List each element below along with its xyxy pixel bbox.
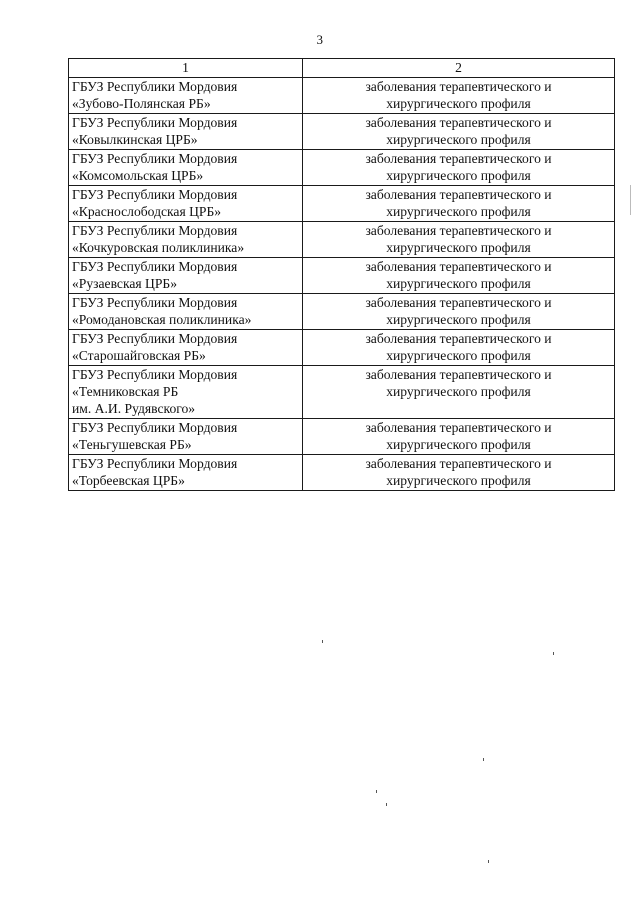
organization-line: ГБУЗ Республики Мордовия: [72, 456, 238, 471]
scan-speck: [488, 860, 489, 863]
table-row: [69, 186, 615, 222]
table-row: [69, 222, 615, 258]
organization-line: ГБУЗ Республики Мордовия: [72, 187, 238, 202]
organization-line: «Кочкуровская поликлиника»: [72, 240, 245, 255]
organization-line: ГБУЗ Республики Мордовия: [72, 259, 238, 274]
profile-cell: [303, 455, 615, 491]
table-row: [69, 78, 615, 114]
profile-line: заболевания терапевтического и: [365, 115, 552, 130]
profile-cell: [303, 330, 615, 366]
organization-line: ГБУЗ Республики Мордовия: [72, 367, 238, 382]
facilities-table: [68, 58, 615, 491]
profile-cell: [303, 114, 615, 150]
profile-cell: [303, 186, 615, 222]
organization-cell: [69, 366, 303, 419]
table-row: [69, 150, 615, 186]
profile-cell: [303, 294, 615, 330]
profile-line: заболевания терапевтического и: [365, 456, 552, 471]
table-row: [69, 419, 615, 455]
scan-speck: [483, 758, 484, 761]
organization-cell: [69, 330, 303, 366]
organization-cell: [69, 78, 303, 114]
organization-cell: [69, 114, 303, 150]
table-row: [69, 114, 615, 150]
organization-line: ГБУЗ Республики Мордовия: [72, 115, 238, 130]
table-row: [69, 455, 615, 491]
organization-line: «Старошайговская РБ»: [72, 348, 206, 363]
organization-line: «Рузаевская ЦРБ»: [72, 276, 178, 291]
table-row: [69, 366, 615, 419]
table-row: [69, 330, 615, 366]
profile-line: заболевания терапевтического и: [365, 187, 552, 202]
organization-line: «Теньгушевская РБ»: [72, 437, 192, 452]
organization-line: «Комсомольская ЦРБ»: [72, 168, 204, 183]
profile-line: заболевания терапевтического и: [365, 295, 552, 310]
profile-cell: [303, 78, 615, 114]
profile-cell: [303, 258, 615, 294]
profile-line: заболевания терапевтического и: [365, 331, 552, 346]
organization-line: им. А.И. Рудявского»: [72, 401, 196, 416]
organization-cell: [69, 419, 303, 455]
organization-line: «Торбеевская ЦРБ»: [72, 473, 185, 488]
organization-line: «Темниковская РБ: [72, 384, 179, 399]
scan-speck: [376, 790, 377, 793]
scan-speck: [553, 652, 554, 655]
table-row: [69, 258, 615, 294]
column-header-1: 1: [69, 59, 303, 78]
organization-line: ГБУЗ Республики Мордовия: [72, 151, 238, 166]
profile-cell: [303, 366, 615, 419]
profile-line: хирургического профиля: [386, 312, 531, 327]
table-header: [69, 59, 615, 78]
profile-cell: [303, 150, 615, 186]
profile-line: заболевания терапевтического и: [365, 151, 552, 166]
profile-line: заболевания терапевтического и: [365, 223, 552, 238]
profile-line: хирургического профиля: [386, 132, 531, 147]
organization-line: ГБУЗ Республики Мордовия: [72, 295, 238, 310]
organization-line: «Зубово-Полянская РБ»: [72, 96, 211, 111]
table-row: [69, 294, 615, 330]
scan-speck: [322, 640, 323, 643]
column-header-2: 2: [303, 59, 615, 78]
profile-line: заболевания терапевтического и: [365, 367, 552, 382]
scan-speck: [386, 803, 387, 806]
profile-line: хирургического профиля: [386, 240, 531, 255]
profile-line: хирургического профиля: [386, 168, 531, 183]
table-body: [69, 78, 615, 491]
organization-cell: [69, 455, 303, 491]
organization-line: «Ромодановская поликлиника»: [72, 312, 252, 327]
profile-line: хирургического профиля: [386, 437, 531, 452]
organization-cell: [69, 150, 303, 186]
profile-line: хирургического профиля: [386, 473, 531, 488]
organization-line: ГБУЗ Республики Мордовия: [72, 79, 238, 94]
organization-line: «Ковылкинская ЦРБ»: [72, 132, 198, 147]
profile-cell: [303, 419, 615, 455]
profile-line: заболевания терапевтического и: [365, 79, 552, 94]
organization-line: ГБУЗ Республики Мордовия: [72, 331, 238, 346]
profile-line: хирургического профиля: [386, 276, 531, 291]
profile-line: хирургического профиля: [386, 96, 531, 111]
organization-cell: [69, 294, 303, 330]
page-number: 3: [316, 32, 324, 47]
profile-line: заболевания терапевтического и: [365, 420, 552, 435]
organization-line: ГБУЗ Республики Мордовия: [72, 223, 238, 238]
profile-line: хирургического профиля: [386, 204, 531, 219]
scan-speck: [630, 185, 631, 215]
profile-line: хирургического профиля: [386, 384, 531, 399]
profile-line: хирургического профиля: [386, 348, 531, 363]
organization-cell: [69, 258, 303, 294]
table-header-row: [69, 59, 615, 78]
profile-cell: [303, 222, 615, 258]
organization-line: ГБУЗ Республики Мордовия: [72, 420, 238, 435]
organization-line: «Краснослободская ЦРБ»: [72, 204, 222, 219]
profile-line: заболевания терапевтического и: [365, 259, 552, 274]
organization-cell: [69, 186, 303, 222]
organization-cell: [69, 222, 303, 258]
